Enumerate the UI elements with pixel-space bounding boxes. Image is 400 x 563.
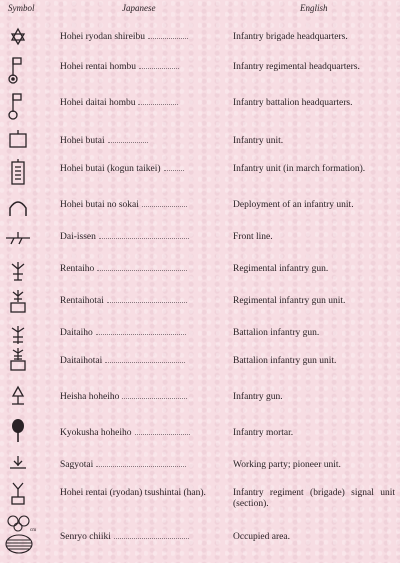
- english-term: Infantry unit (in march formation).: [233, 164, 366, 174]
- english-term: Occupied area.: [233, 532, 290, 542]
- occupied-area-icon: [3, 514, 37, 556]
- english-term: Working party; pioneer unit.: [233, 460, 341, 470]
- english-term: Infantry unit.: [233, 136, 284, 146]
- battalion-gun-unit-icon: [4, 346, 32, 374]
- english-term: Front line.: [233, 232, 273, 242]
- arch-icon: [4, 194, 32, 220]
- japanese-term: Rentaiho: [60, 264, 95, 274]
- header-english: English: [300, 3, 328, 13]
- japanese-term: Daitaiho: [60, 328, 93, 338]
- star-of-david-icon: [4, 26, 32, 52]
- english-term: Infantry regiment (brigade) signal unit (section).: [233, 488, 395, 509]
- japanese-term: Hohei butai no sokai: [60, 200, 139, 210]
- english-term: Infantry regimental headquarters.: [233, 62, 360, 72]
- japanese-term: Senryo chiiki: [60, 532, 111, 542]
- box-with-stem-icon: [4, 128, 32, 154]
- flag-circle-dot-icon: [4, 56, 32, 86]
- japanese-term: Hohei daitai hombu: [60, 98, 136, 108]
- front-line-icon: [4, 226, 32, 252]
- flag-circle-icon: [4, 92, 32, 122]
- japanese-term: Dai-issen: [60, 232, 96, 242]
- header-symbol: Symbol: [8, 3, 35, 13]
- svg-text:cm: cm: [30, 528, 37, 533]
- english-term: Deployment of an infantry unit.: [233, 200, 354, 210]
- box-march-icon: [4, 158, 32, 188]
- english-term: Regimental infantry gun.: [233, 264, 329, 274]
- regimental-gun-icon: [4, 258, 32, 284]
- japanese-term: Hohei rentai hombu: [60, 62, 136, 72]
- japanese-term: Heisha hoheiho: [60, 392, 120, 402]
- header-japanese: Japanese: [122, 3, 156, 13]
- battalion-gun-icon: [4, 322, 32, 348]
- japanese-term: Hohei ryodan shireibu: [60, 32, 145, 42]
- japanese-term: Hohei rentai (ryodan) tsushintai (han).: [60, 488, 206, 498]
- mortar-icon: [4, 416, 32, 446]
- japanese-term: Sagyotai: [60, 460, 94, 470]
- signal-unit-icon: [4, 480, 32, 510]
- infantry-gun-icon: [4, 384, 32, 410]
- english-term: Battalion infantry gun unit.: [233, 356, 337, 366]
- japanese-term: Hohei butai (kogun taikei): [60, 164, 161, 174]
- japanese-term: Kyokusha hoheiho: [60, 428, 132, 438]
- regimental-gun-unit-icon: [4, 288, 32, 316]
- japanese-term: Hohei butai: [60, 136, 105, 146]
- english-term: Battalion infantry gun.: [233, 328, 320, 338]
- japanese-term: Rentaihotai: [60, 296, 104, 306]
- english-term: Infantry battalion headquarters.: [233, 98, 353, 108]
- working-party-icon: [4, 452, 32, 478]
- english-term: Infantry mortar.: [233, 428, 294, 438]
- column-header: [0, 3, 400, 17]
- english-term: Infantry gun.: [233, 392, 283, 402]
- english-term: Regimental infantry gun unit.: [233, 296, 346, 306]
- japanese-term: Daitaihotai: [60, 356, 103, 366]
- english-term: Infantry brigade headquarters.: [233, 32, 348, 42]
